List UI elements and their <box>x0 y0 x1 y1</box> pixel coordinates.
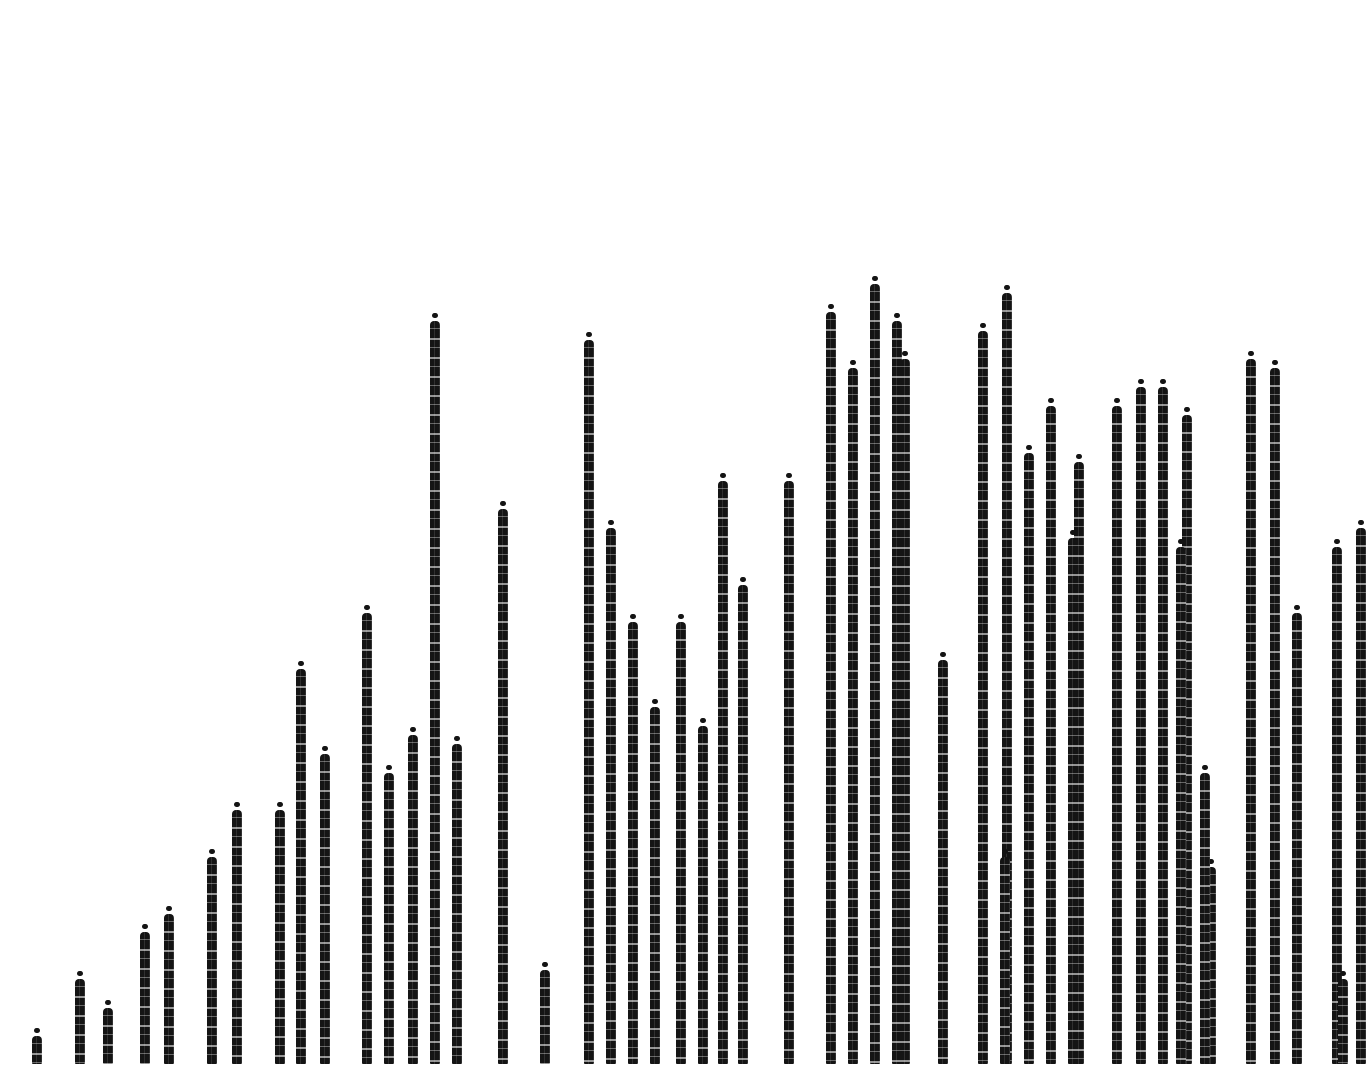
text-column <box>430 321 440 1064</box>
text-column <box>938 660 948 1064</box>
text-column <box>1136 387 1146 1064</box>
text-column <box>1112 406 1122 1064</box>
text-column <box>75 979 85 1064</box>
text-column <box>540 970 550 1064</box>
text-column <box>1000 857 1010 1064</box>
text-column <box>650 707 660 1064</box>
text-column <box>848 368 858 1064</box>
text-column <box>296 669 306 1064</box>
text-column <box>408 735 418 1064</box>
text-column <box>320 754 330 1064</box>
text-column <box>784 481 794 1064</box>
text-column <box>1246 359 1256 1064</box>
text-column <box>1074 462 1084 1064</box>
text-column <box>1024 453 1034 1064</box>
text-column <box>606 528 616 1064</box>
text-column <box>1200 773 1210 1064</box>
text-column <box>1046 406 1056 1064</box>
text-column <box>628 622 638 1064</box>
text-column <box>1158 387 1168 1064</box>
text-column <box>978 331 988 1064</box>
text-column <box>870 284 880 1064</box>
text-column <box>738 585 748 1064</box>
text-column <box>207 857 217 1064</box>
text-column <box>1270 368 1280 1064</box>
text-column <box>698 726 708 1064</box>
text-column <box>900 359 910 1064</box>
text-column <box>826 312 836 1064</box>
text-column <box>1292 613 1302 1064</box>
text-column <box>584 340 594 1064</box>
text-column <box>498 509 508 1064</box>
text-column <box>384 773 394 1064</box>
text-column <box>1356 528 1366 1064</box>
text-column <box>452 744 462 1064</box>
text-column <box>718 481 728 1064</box>
text-column <box>103 1008 113 1064</box>
text-column <box>676 622 686 1064</box>
text-column <box>275 810 285 1064</box>
text-column <box>140 932 150 1064</box>
text-column <box>32 1036 42 1064</box>
text-column <box>1338 979 1348 1064</box>
text-column <box>164 914 174 1064</box>
text-column <box>1176 547 1186 1064</box>
text-column <box>362 613 372 1064</box>
text-column <box>232 810 242 1064</box>
